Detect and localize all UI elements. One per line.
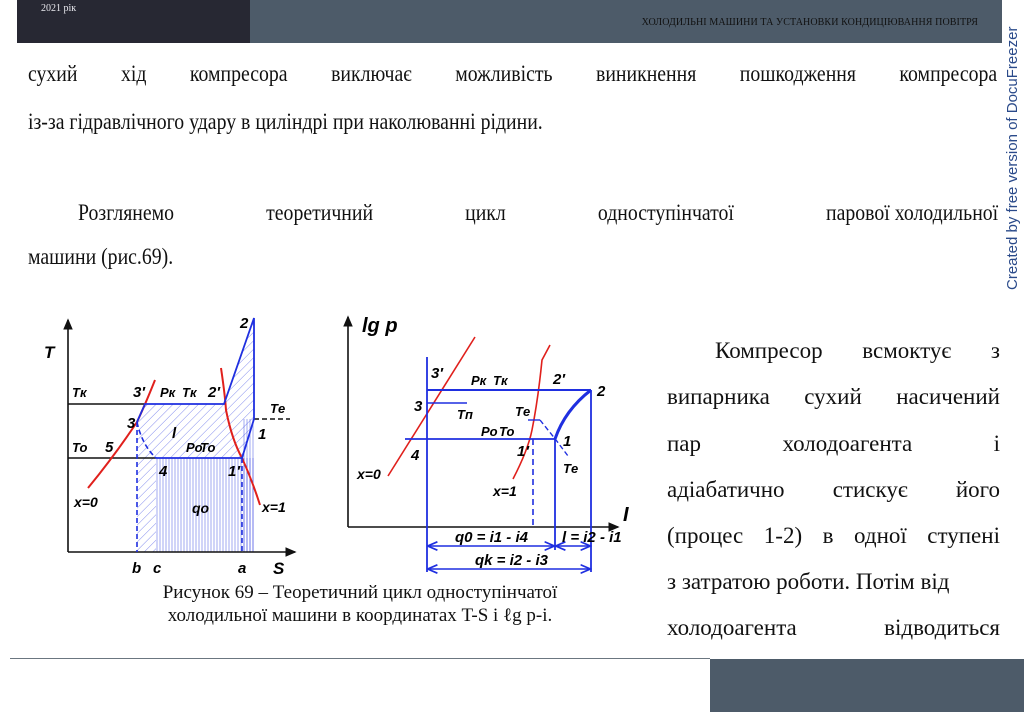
word: в (822, 523, 834, 548)
word: цикл (465, 200, 506, 225)
label-point-2prime: 2′ (553, 371, 565, 388)
paragraph-1-line-1 (28, 60, 997, 88)
ts-axis-t-label: T (44, 343, 55, 362)
label-x1: x=1 (262, 499, 286, 515)
label-b: b (132, 560, 142, 577)
paragraph-1-line-2: із-за гідравлічного удару в циліндрі при наколюванні рідини. (28, 109, 543, 134)
word: випарника (667, 384, 770, 409)
lgp-axis-x-label: I (623, 504, 629, 526)
label-po: Po (481, 424, 498, 439)
right-line-2 (667, 384, 1000, 414)
paragraph-2-line-2: машини (рис.69). (28, 244, 174, 269)
label-qk-formula: qk = i2 - i3 (475, 552, 548, 569)
word: пар (667, 431, 702, 456)
right-line-3 (667, 431, 1000, 461)
word: хід (120, 61, 147, 86)
label-tk: Tк (493, 373, 508, 388)
word: Розглянемо (78, 200, 175, 225)
header-year-block (17, 0, 250, 43)
word: можливість (455, 61, 553, 86)
right-line-7 (667, 615, 1000, 645)
lgp-diagram (335, 305, 635, 580)
label-x1: x=1 (493, 483, 517, 499)
word: адіабатично (667, 477, 785, 502)
label-point-3: 3 (414, 398, 423, 415)
label-x0: x=0 (74, 494, 98, 510)
label-point-4: 4 (159, 463, 168, 480)
word: одноступінчатої (597, 200, 734, 225)
figure-caption-line-2: холодильної машини в координатах T-S і ℓg p-i. (167, 605, 553, 626)
word: (процес (667, 523, 744, 548)
word: компресора (189, 61, 288, 86)
word: виникнення (595, 61, 697, 86)
label-point-1: 1 (258, 426, 267, 443)
label-point-3: 3 (127, 415, 136, 432)
word: ступені (927, 523, 1000, 548)
word: парової холодильної (826, 200, 999, 225)
header-title-bar (250, 0, 1002, 43)
word: пошкодження (739, 61, 856, 86)
label-point-3prime: 3′ (133, 384, 145, 401)
label-point-3prime: 3′ (431, 365, 443, 382)
label-point-2: 2 (597, 383, 606, 400)
label-c: c (153, 560, 162, 577)
label-to-mid: To (200, 440, 216, 455)
word: з (990, 338, 1000, 363)
watermark-text: Created by free version of DocuFreezer (1004, 26, 1021, 290)
label-tp: Tп (457, 407, 473, 422)
label-pk: Pк (471, 373, 487, 388)
word: з затратою роботи. Потім від (667, 569, 950, 594)
label-tk-mid: Tк (182, 385, 197, 400)
word: його (955, 477, 1000, 502)
word: холодоагента (782, 431, 913, 456)
word: одної (854, 523, 907, 548)
word: компресора (899, 61, 998, 86)
word: 1-2) (763, 523, 803, 548)
watermark (1003, 0, 1024, 290)
word: стискує (832, 477, 908, 502)
label-te-top: Tе (515, 404, 531, 419)
right-line-4 (667, 477, 1000, 507)
label-point-1prime: 1′ (517, 443, 529, 460)
label-q0: qo (192, 500, 210, 516)
label-tk: Tк (72, 385, 87, 400)
word: відводиться (884, 615, 1000, 640)
label-a: a (238, 560, 247, 577)
word: холодоагента (667, 615, 797, 640)
label-to: To (72, 440, 88, 455)
footer-bar (710, 659, 1024, 712)
footer-divider (10, 658, 710, 659)
header-year: 2021 рік (41, 3, 77, 14)
word: і (993, 431, 1000, 456)
lgp-axis-y-label: lg p (362, 315, 398, 337)
word: виключає (331, 61, 412, 86)
label-point-1: 1 (563, 433, 572, 450)
word: Компресор (715, 338, 823, 363)
label-po: Po (186, 440, 203, 455)
label-point-1prime: 1′ (228, 463, 240, 480)
right-line-1 (667, 338, 1000, 368)
right-line-5 (667, 523, 1000, 553)
paragraph-2-line-1 (78, 199, 998, 227)
label-point-2prime: 2′ (208, 384, 220, 401)
label-point-2: 2 (240, 315, 249, 332)
word: насичений (896, 384, 1000, 409)
header-title: ХОЛОДИЛЬНІ МАШИНИ ТА УСТАНОВКИ КОНДИЦІЮВАННЯ ПОВІТРЯ (641, 17, 978, 28)
label-pk: Pк (160, 385, 176, 400)
label-te: Tе (270, 401, 286, 416)
word: сухий (28, 61, 78, 86)
label-x0: x=0 (357, 466, 381, 482)
label-point-4: 4 (411, 447, 420, 464)
ts-axis-s-label: S (273, 559, 285, 578)
word: теоретичний (266, 200, 374, 225)
label-l-formula: l = i2 - i1 (562, 529, 622, 546)
label-point-5: 5 (105, 439, 114, 456)
figure-caption-line-1: Рисунок 69 – Теоретичний цикл одноступінчатої (162, 582, 558, 603)
label-work-l: l (172, 425, 177, 442)
label-te-bottom: Tе (563, 461, 579, 476)
word: сухий (804, 384, 862, 409)
label-to: To (499, 424, 515, 439)
right-line-6 (667, 569, 1000, 599)
ts-diagram (30, 305, 310, 580)
label-q0-formula: q0 = i1 - i4 (455, 529, 528, 546)
figure-caption (80, 581, 640, 627)
word: всмоктує (862, 338, 952, 363)
